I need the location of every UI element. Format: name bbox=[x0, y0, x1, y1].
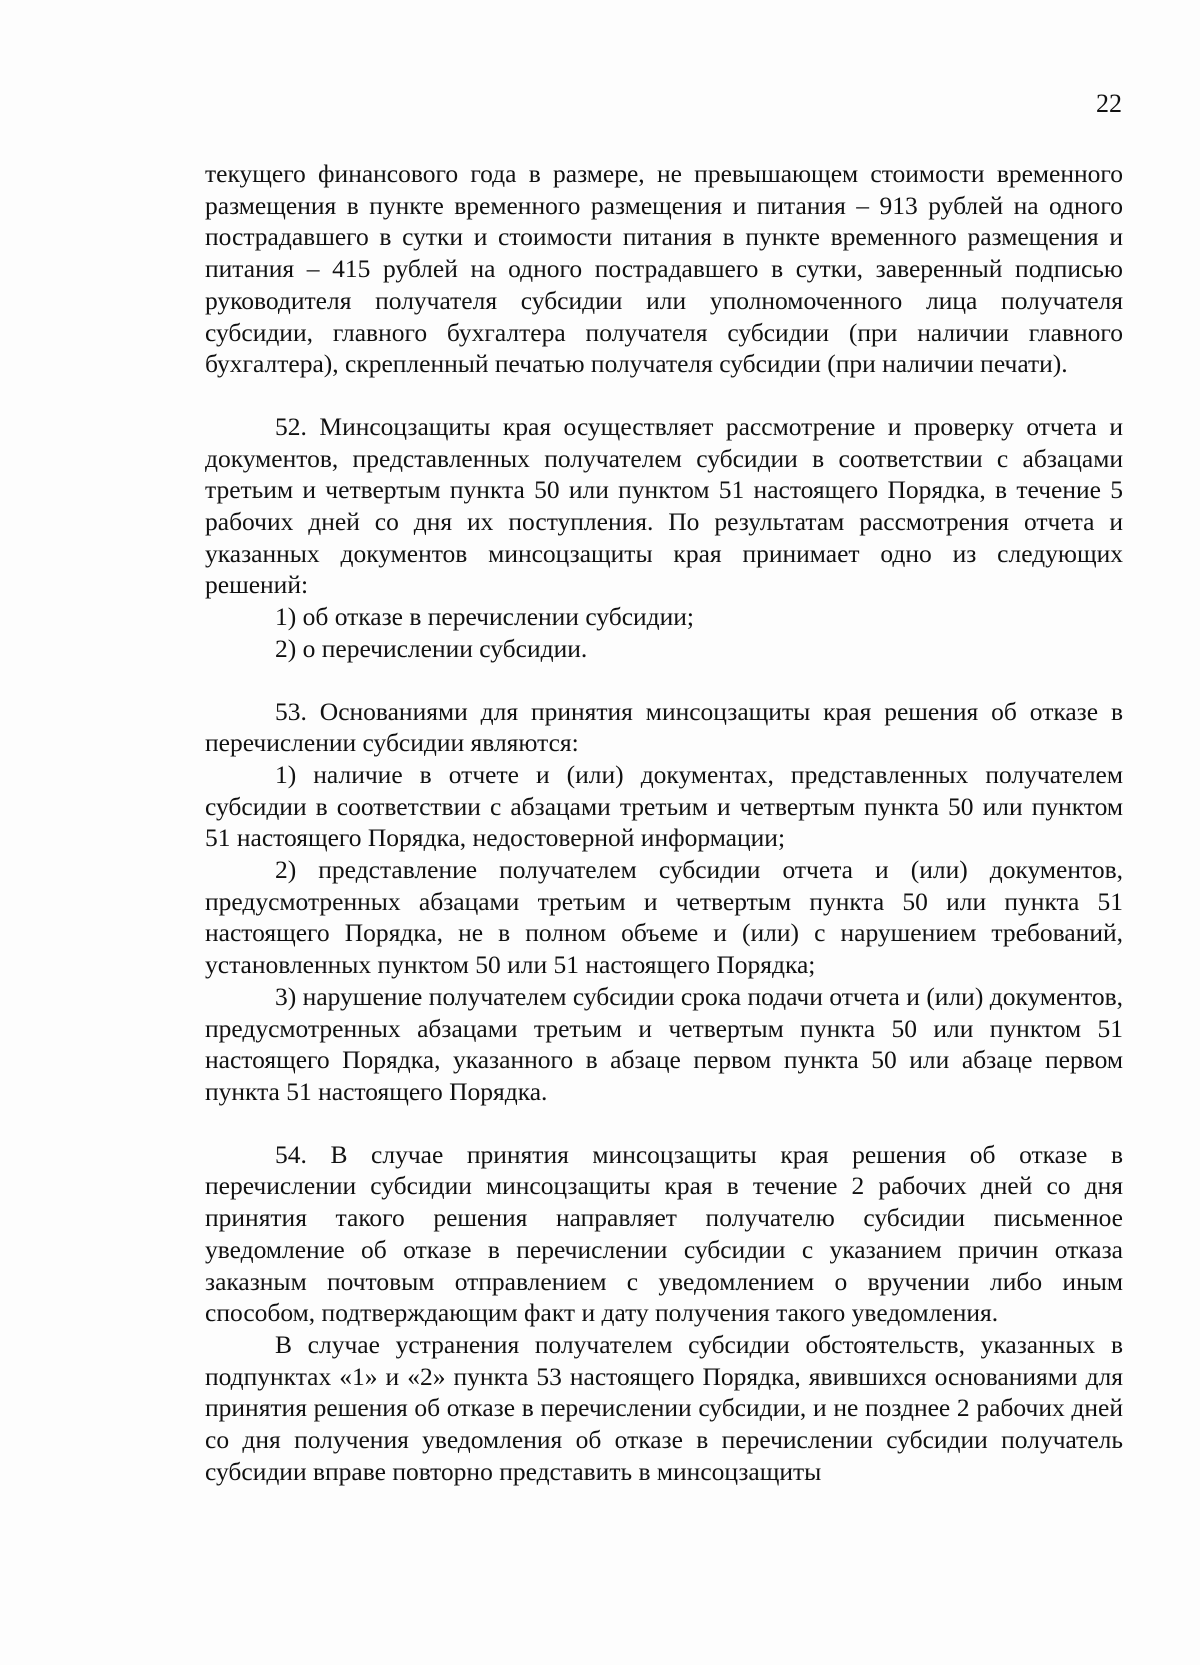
paragraph-54-continuation: В случае устранения получателем субсидии обстоятельств, указанных в подпунктах «1» и «2» пункта 53 настоящего Порядка, явившихся основаниями для принятия решения об отказе в перечислении субсидии, и не позднее 2 рабочих дней со дня получения уведомления об отказе в перечислении субсидии получатель субсидии вправе повторно представить в минсоцзащиты bbox=[205, 1329, 1123, 1486]
paragraph-53-item-2: 2) представление получателем субсидии отчета и (или) документов, предусмотренных абзацами третьим и четвертым пункта 50 или пункта 51 настоящего Порядка, не в полном объеме и (или) с нарушением требований, установленных пунктом 50 или 51 настоящего Порядка; bbox=[205, 855, 1123, 980]
page-number: 22 bbox=[1096, 89, 1122, 118]
paragraph-continuation: текущего финансового года в размере, не превышающем стоимости временного размещения в пункте временного размещения и питания – 913 рублей на одного пострадавшего в сутки и стоимости питания в пункте временного размещения и питания – 415 рублей на одного пострадавшего в сутки, заверенный подписью руководителя получателя субсидии или уполномоченного лица получателя субсидии, главного бухгалтера получателя субсидии (при наличии главного бухгалтера), скрепленный печатью получателя субсидии (при наличии печати). bbox=[205, 159, 1123, 379]
paragraph-53-item-3: 3) нарушение получателем субсидии срока подачи отчета и (или) документов, предусмотренных абзацами третьим и четвертым пункта 50 или пунктом 51 настоящего Порядка, указанного в абзаце первом пункта 50 или абзаце первом пункта 51 настоящего Порядка. bbox=[205, 981, 1123, 1106]
paragraph-53-item-1: 1) наличие в отчете и (или) документах, представленных получателем субсидии в соответствии с абзацами третьим и четвертым пункта 50 или пунктом 51 настоящего Порядка, недостоверной информации; bbox=[205, 759, 1123, 853]
paragraph-52-item-2: 2) о перечислении субсидии. bbox=[275, 633, 588, 663]
paragraph-52-item-1: 1) об отказе в перечислении субсидии; bbox=[275, 602, 695, 632]
document-body bbox=[205, 158, 1123, 1487]
paragraph-53: 53. Основаниями для принятия минсоцзащиты края решения об отказе в перечислении субсидии являются: bbox=[205, 696, 1123, 758]
paragraph-54: 54. В случае принятия минсоцзащиты края решения об отказе в перечислении субсидии минсоцзащиты края в течение 2 рабочих дней со дня принятия такого решения направляет получателю субсидии письменное уведомление об отказе в перечислении субсидии с указанием причин отказа заказным почтовым отправлением с уведомлением о вручении либо иным способом, подтверждающим факт и дату получения такого уведомления. bbox=[205, 1139, 1123, 1328]
paragraph-52: 52. Минсоцзащиты края осуществляет рассмотрение и проверку отчета и документов, представленных получателем субсидии в соответствии с абзацами третьим и четвертым пункта 50 или пунктом 51 настоящего Порядка, в течение 5 рабочих дней со дня их поступления. По результатам рассмотрения отчета и указанных документов минсоцзащиты края принимает одно из следующих решений: bbox=[205, 411, 1123, 600]
